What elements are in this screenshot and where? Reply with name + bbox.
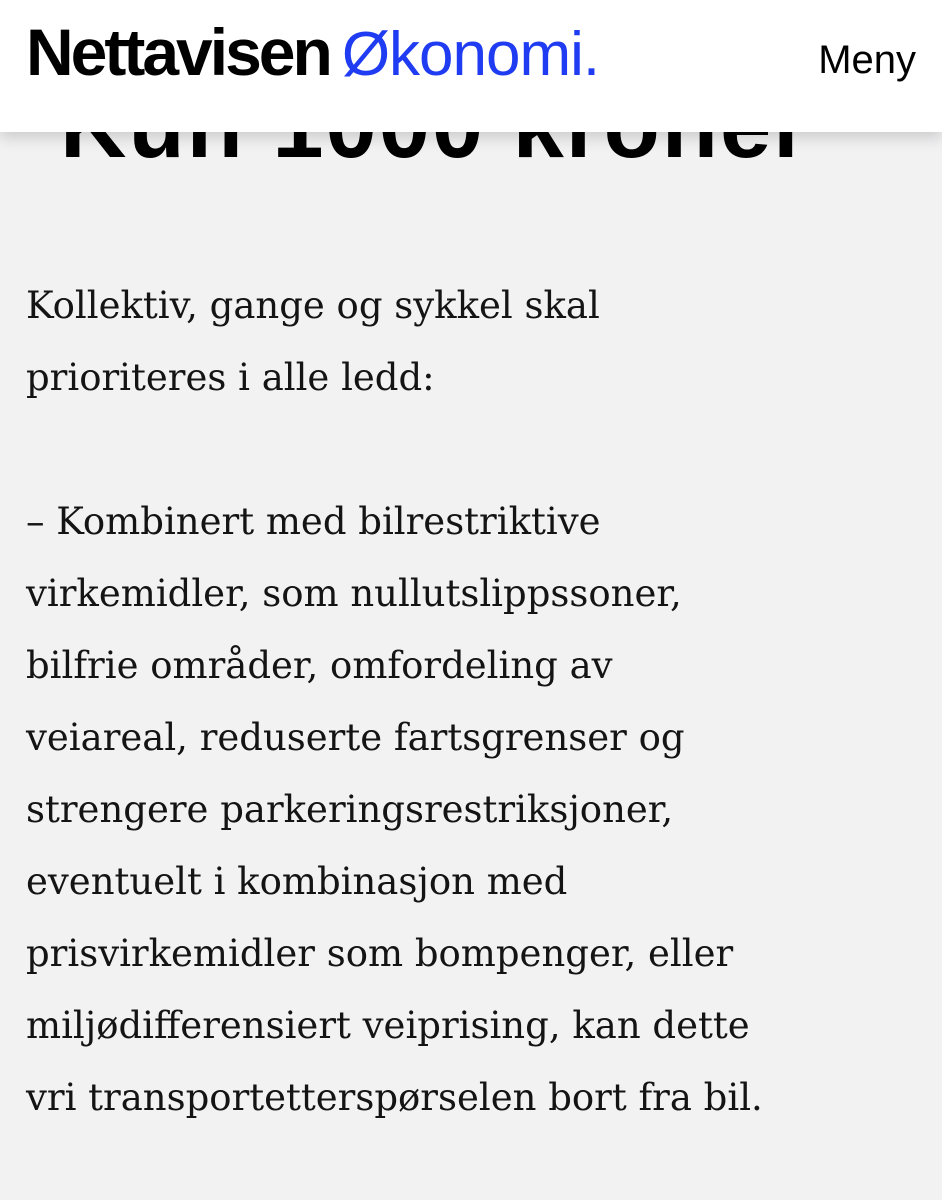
text-line: bilfrie områder, omfordeling av <box>26 644 613 687</box>
text-line: Kollektiv, gange og sykkel skal <box>26 284 600 327</box>
article-paragraph <box>26 486 926 1134</box>
text-line: – Kombinert med bilrestriktive <box>26 500 601 543</box>
text-line: prisvirkemidler som bompenger, eller <box>26 932 734 975</box>
article-body <box>26 270 926 1134</box>
section-name: Økonomi. <box>341 20 600 89</box>
text-line: vri transportetterspørselen bort fra bil. <box>26 1076 763 1119</box>
text-line: virkemidler, som nullutslippssoner, <box>26 572 682 615</box>
site-logo-link[interactable] <box>26 14 599 94</box>
text-line: prioriteres i alle ledd: <box>26 356 435 399</box>
text-line: strengere parkeringsrestriksjoner, <box>26 788 674 831</box>
brand-name: Nettavisen <box>26 15 330 89</box>
text-line: veiareal, reduserte fartsgrenser og <box>26 716 685 759</box>
article-paragraph <box>26 270 926 414</box>
site-header <box>0 0 942 132</box>
text-line: eventuelt i kombinasjon med <box>26 860 568 903</box>
text-line: miljødifferensiert veiprising, kan dette <box>26 1004 750 1047</box>
menu-button[interactable]: Meny <box>818 38 916 82</box>
